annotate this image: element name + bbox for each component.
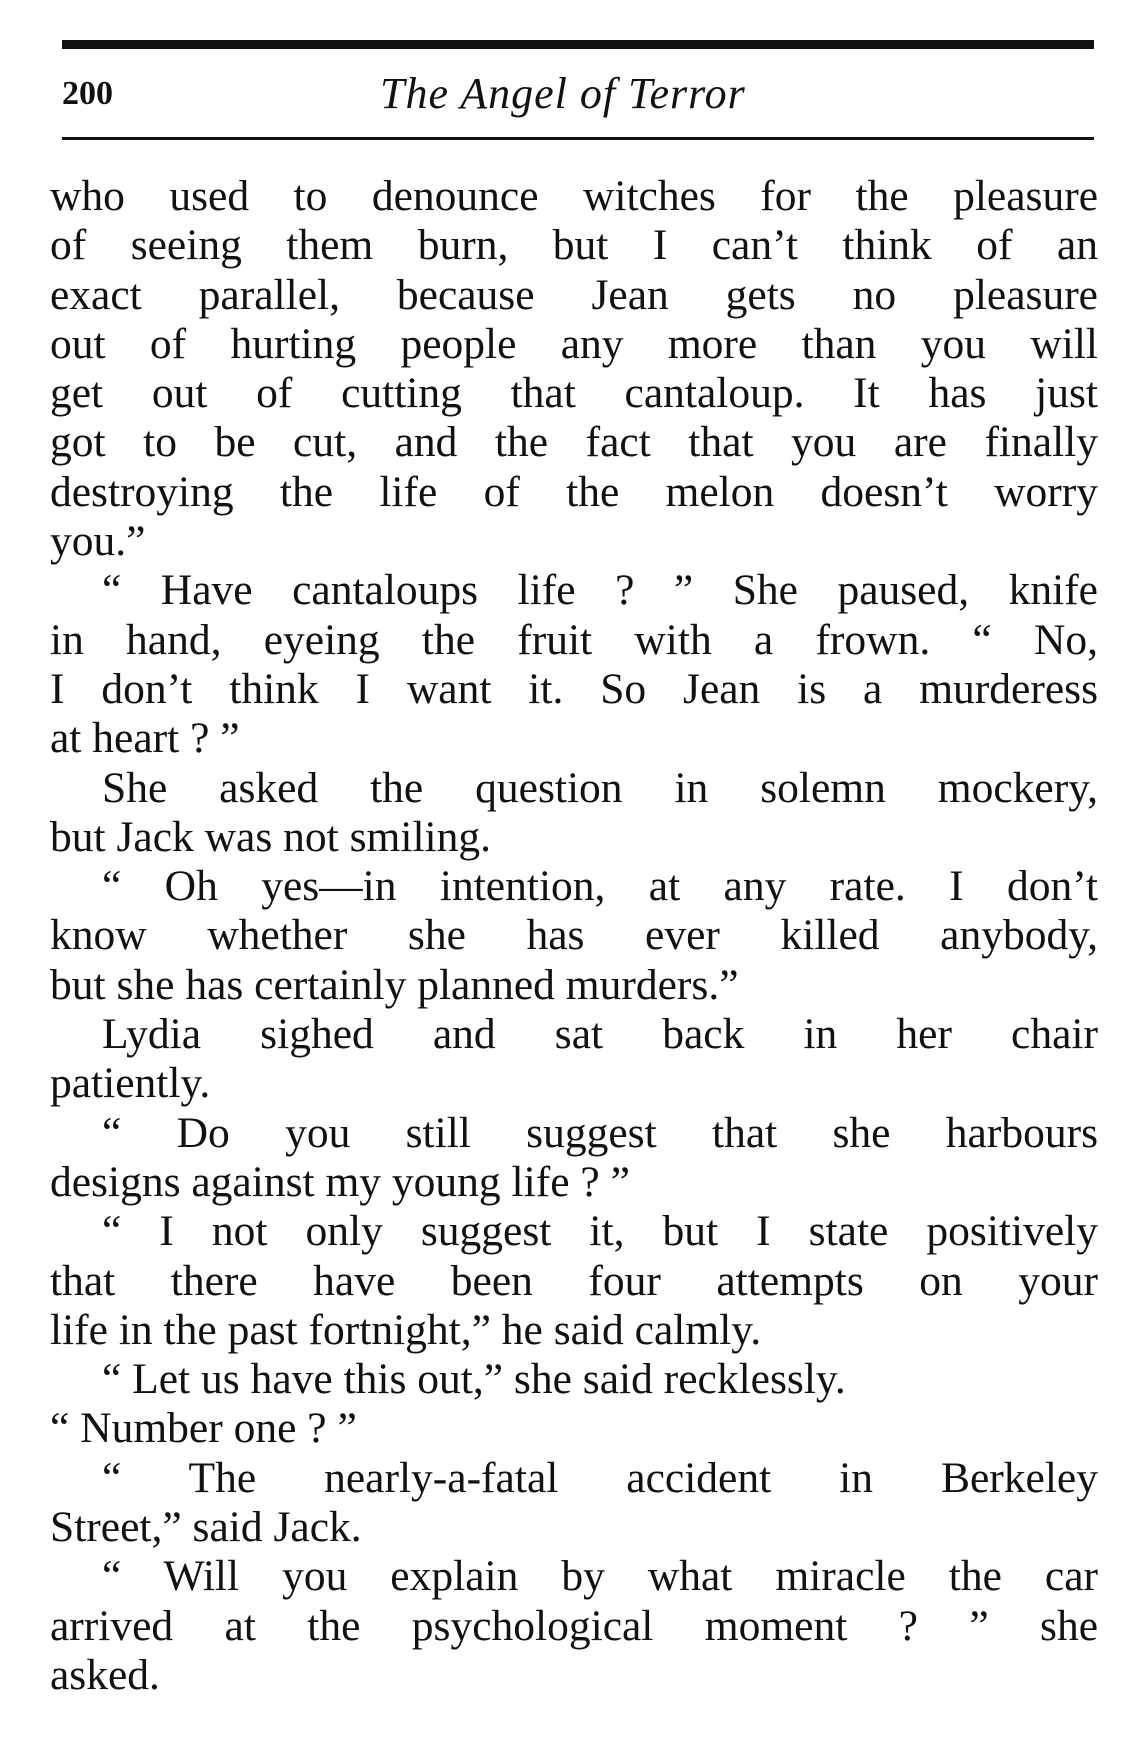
top-rule xyxy=(62,40,1094,49)
text-line: She asked the question in solemn mockery, xyxy=(102,763,1098,812)
text-line: “ Number one ? ” xyxy=(50,1404,357,1453)
text-line: you.” xyxy=(50,517,146,566)
text-line: designs against my young life ? ” xyxy=(50,1157,630,1206)
text-line: but Jack was not smiling. xyxy=(50,812,492,861)
text-line: exact parallel, because Jean gets no pleasure xyxy=(50,270,1098,319)
text-line: destroying the life of the melon doesn’t worry xyxy=(50,467,1098,516)
running-head xyxy=(62,66,1094,126)
text-line: “ Do you still suggest that she harbours xyxy=(102,1108,1098,1157)
text-line: “ Let us have this out,” she said recklessly. xyxy=(102,1355,846,1404)
header-rule xyxy=(62,137,1094,140)
text-line: “ Have cantaloups life ? ” She paused, knife xyxy=(102,566,1098,615)
text-line: “ I not only suggest it, but I state positively xyxy=(102,1207,1098,1256)
running-title: The Angel of Terror xyxy=(380,69,746,118)
text-line: I don’t think I want it. So Jean is a murderess xyxy=(50,664,1098,713)
text-line: in hand, eyeing the fruit with a frown. “ No, xyxy=(50,615,1098,664)
text-line: life in the past fortnight,” he said calmly. xyxy=(50,1305,762,1354)
text-line: but she has certainly planned murders.” xyxy=(50,960,739,1009)
text-line: “ Will you explain by what miracle the car xyxy=(102,1552,1098,1601)
text-line: at heart ? ” xyxy=(50,714,240,763)
text-line: “ Oh yes—in intention, at any rate. I don’t xyxy=(102,862,1098,911)
text-line: out of hurting people any more than you will xyxy=(50,319,1098,368)
text-line: asked. xyxy=(50,1650,160,1699)
text-line: got to be cut, and the fact that you are finally xyxy=(50,418,1098,467)
body-text xyxy=(50,172,1098,1700)
text-line: Street,” said Jack. xyxy=(50,1503,362,1552)
text-line: of seeing them burn, but I can’t think of an xyxy=(50,221,1098,270)
text-line: “ The nearly-a-fatal accident in Berkeley xyxy=(102,1453,1098,1502)
text-line: patiently. xyxy=(50,1059,211,1108)
text-line: know whether she has ever killed anybody, xyxy=(50,911,1098,960)
text-line: Lydia sighed and sat back in her chair xyxy=(102,1010,1098,1059)
text-line: that there have been four attempts on your xyxy=(50,1256,1098,1305)
text-line: arrived at the psychological moment ? ” she xyxy=(50,1601,1098,1650)
page-number: 200 xyxy=(62,75,113,112)
text-line: get out of cutting that cantaloup. It has just xyxy=(50,369,1098,418)
text-line: who used to denounce witches for the pleasure xyxy=(50,172,1098,220)
